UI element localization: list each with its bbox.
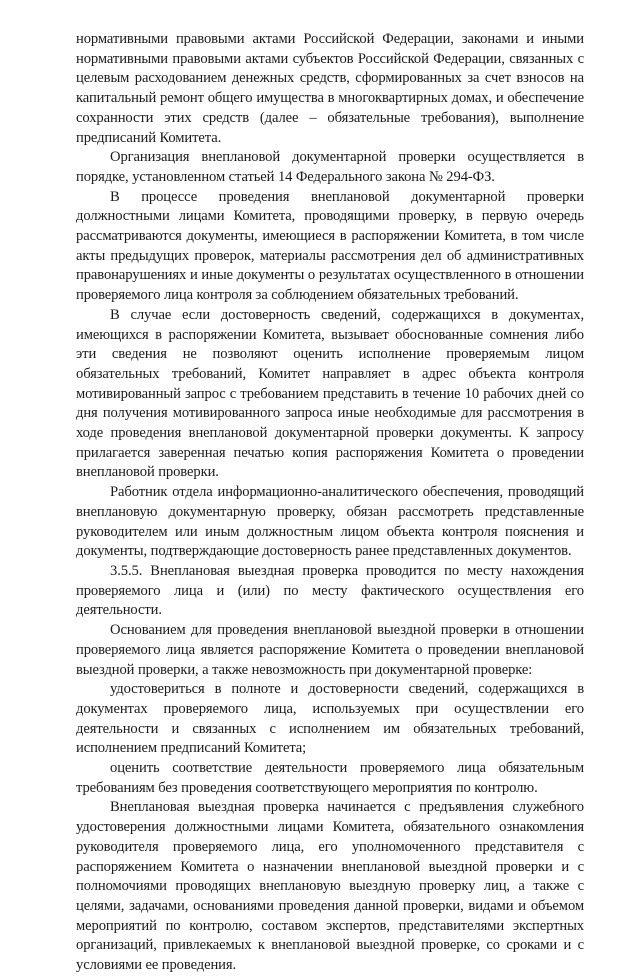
paragraph-item-assess: оценить соответствие деятельности проверяемого лица обязательным требованиям без проведения соответствующего мероприятия по контролю.: [76, 760, 584, 796]
paragraph-request: В случае если достоверность сведений, содержащихся в документах, имеющихся в распоряжении Комитета, вызывает обоснованные сомнения либо эти сведения не позволяют оценить исполнение проверяемым лицом обязательных требований, Комитет направляет в адрес объекта контроля мотивированный запрос с требованием представить в течение 10 рабочих дней со дня получения мотивированного запроса иные необходимые для рассмотрения в ходе проведения внеплановой документарной проверки документы. К запросу прилагается заверенная печатью копия распоряжения Комитета о проведении внеплановой проверки.: [76, 306, 584, 481]
paragraph-organization: Организация внеплановой документарной проверки осуществляется в порядке, установленном статьей 14 Федерального закона № 294-ФЗ.: [76, 149, 584, 185]
paragraph-process: В процессе проведения внеплановой документарной проверки должностными лицами Комитета, проводящими проверку, в первую очередь рассматриваются документы, имеющиеся в распоряжении Комитета, в том числе акты предыдущих проверок, материалы рассмотрения дел об административных правонарушениях и иные документы о результатах осуществленного в отношении проверяемого лица контроля за соблюдением обязательных требований.: [76, 188, 584, 304]
paragraph-continuation: нормативными правовыми актами Российской Федерации, законами и иными нормативными правовыми актами субъектов Российской Федерации, связанных с целевым расходованием денежных средств, сформированных за счет взносов на капитальный ремонт общего имущества в многоквартирных домах, и обеспечение сохранности этих средств (далее – обязательные требования), выполнение предписаний Комитета.: [76, 31, 584, 146]
document-page: [76, 30, 584, 976]
paragraph-basis: Основанием для проведения внеплановой выездной проверки в отношении проверяемого лица является распоряжение Комитета о проведении внеплановой выездной проверки, а также невозможность при документарной проверке:: [76, 622, 584, 678]
paragraph-item-verify: удостовериться в полноте и достоверности сведений, содержащихся в документах проверяемого лица, используемых при осуществлении его деятельности и связанных с исполнением им обязательных требований, исполнением предписаний Комитета;: [76, 681, 584, 757]
paragraph-employee-duty: Работник отдела информационно-аналитического обеспечения, проводящий внеплановую документарную проверку, обязан рассмотреть представленные руководителем или иным должностным лицом объекта контроля пояснения и документы, подтверждающие достоверность ранее представленных документов.: [76, 484, 584, 560]
paragraph-section-3-5-5: 3.5.5. Внеплановая выездная проверка проводится по месту нахождения проверяемого лица и (или) по месту фактического осуществления его деятельности.: [76, 562, 584, 619]
paragraph-field-inspection-start: Внеплановая выездная проверка начинается с предъявления служебного удостоверения должностными лицами Комитета, обязательного ознакомления руководителя проверяемого лица, его уполномоченного представителя с распоряжением Комитета о назначении внеплановой выездной проверки и с полномочиями проводящих внеплановую выездную проверку лиц, а также с целями, задачами, основаниями проведения данной проверки, видами и объемом мероприятий по контролю, составом экспертов, представителями экспертных организаций, привлекаемых к внеплановой выездной проверке, со сроками и с условиями ее проведения.: [76, 799, 584, 974]
